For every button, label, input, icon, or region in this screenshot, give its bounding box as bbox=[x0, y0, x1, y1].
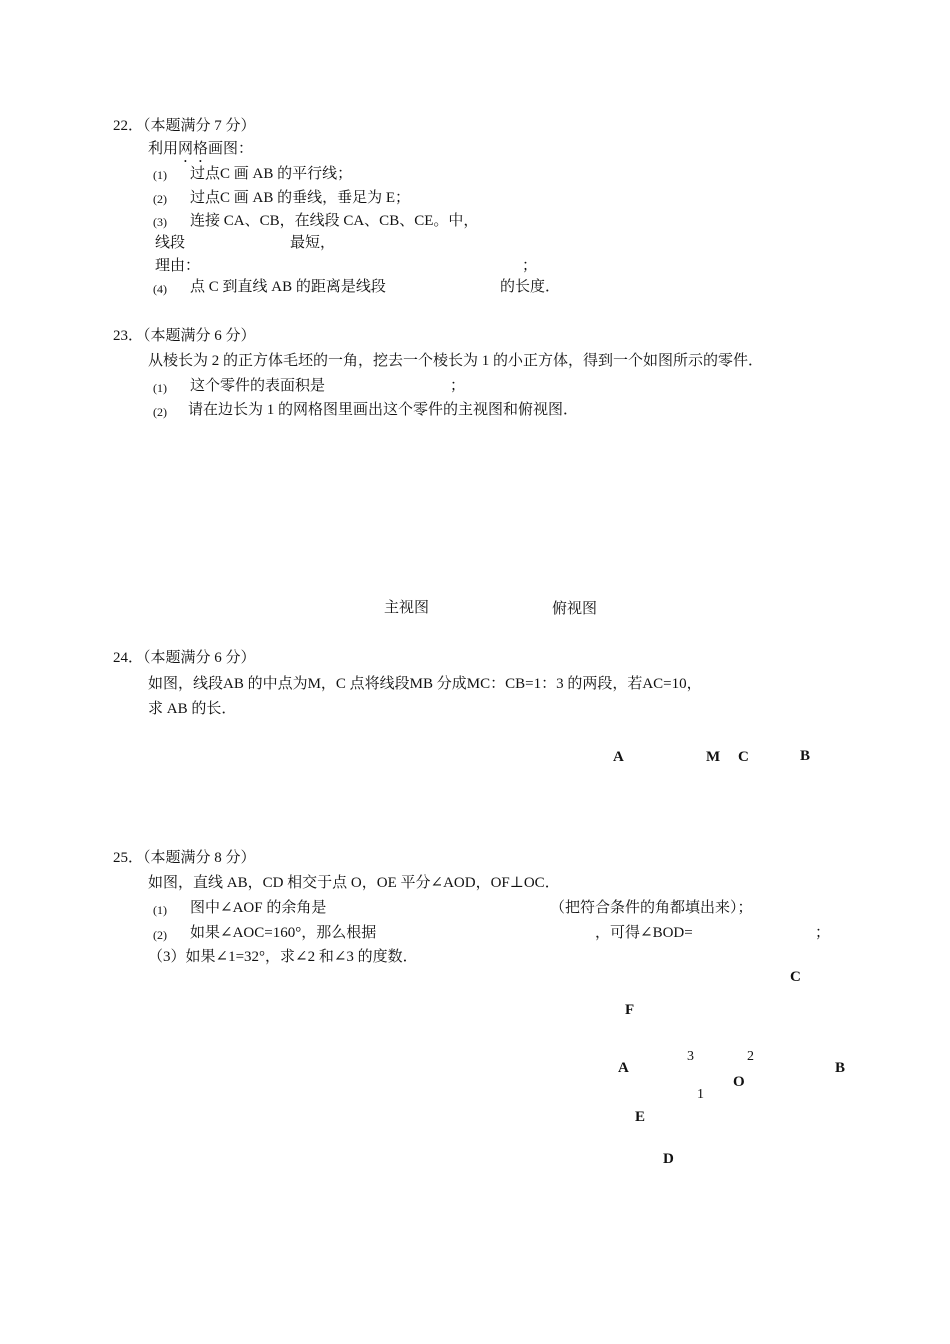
q22-intro-emphasis: 网格 bbox=[178, 141, 209, 157]
q25-point-o: O bbox=[733, 1074, 745, 1090]
q22-item3-reason-end: ； bbox=[522, 258, 538, 274]
q25-item2-number: (2) bbox=[153, 928, 167, 942]
q25-intro: 如图，直线 AB，CD 相交于点 O，OE 平分∠AOD，OF⊥OC． bbox=[148, 875, 560, 891]
q24-point-c: C bbox=[738, 749, 749, 765]
q25-point-b: B bbox=[835, 1060, 846, 1076]
q25-point-f: F bbox=[625, 1002, 635, 1018]
q22-intro bbox=[148, 139, 253, 166]
q24-heading: 24．（本题满分 6 分） bbox=[113, 650, 256, 666]
q22-item2: 过点C 画 AB 的垂线，垂足为 E； bbox=[190, 190, 411, 206]
q23-item1-end: ； bbox=[450, 378, 466, 394]
q22-heading: 22．（本题满分 7 分） bbox=[113, 118, 256, 134]
q25-point-d: D bbox=[663, 1151, 674, 1167]
q23-front-view-label: 主视图 bbox=[384, 600, 430, 616]
q23-item1: 这个零件的表面积是 bbox=[190, 378, 326, 394]
q23-top-view-label: 俯视图 bbox=[552, 601, 598, 617]
q25-item1: 图中∠AOF 的余角是 bbox=[190, 900, 327, 916]
q24-point-m: M bbox=[706, 749, 721, 765]
q23-item2: 请在边长为 1 的网格图里画出这个零件的主视图和俯视图． bbox=[188, 402, 579, 418]
q25-point-c: C bbox=[790, 969, 801, 985]
q25-angle-1: 1 bbox=[697, 1087, 704, 1102]
q25-item3: （3）如果∠1=32°，求∠2 和∠3 的度数． bbox=[148, 949, 418, 965]
q25-item2: 如果∠AOC=160°，那么根据 bbox=[190, 925, 377, 941]
q25-heading: 25．（本题满分 8 分） bbox=[113, 850, 256, 866]
q22-item2-number: (2) bbox=[153, 192, 167, 206]
q22-item3-number: (3) bbox=[153, 215, 167, 229]
q22-item3-shortest: 最短， bbox=[290, 235, 336, 251]
q22-item4-b: 的长度． bbox=[500, 279, 561, 295]
q25-item1-note: （把符合条件的角都填出来）； bbox=[550, 900, 753, 916]
q25-point-a: A bbox=[618, 1060, 629, 1076]
q24-line2: 求 AB 的长． bbox=[148, 701, 237, 717]
q22-item3-segment: 线段 bbox=[155, 235, 186, 251]
q22-item3-reason: 理由： bbox=[155, 258, 201, 274]
q25-angle-3: 3 bbox=[687, 1049, 694, 1064]
q22-item1-number: (1) bbox=[153, 168, 167, 182]
q22-item3: 连接 CA、CB，在线段 CA、CB、CE。中， bbox=[190, 213, 479, 229]
q25-item1-number: (1) bbox=[153, 903, 167, 917]
q22-item1: 过点C 画 AB 的平行线； bbox=[190, 166, 353, 182]
q22-intro-c: 画图： bbox=[208, 141, 254, 157]
q23-heading: 23．（本题满分 6 分） bbox=[113, 328, 256, 344]
q25-point-e: E bbox=[635, 1109, 646, 1125]
q22-intro-a: 利用 bbox=[148, 141, 179, 157]
q22-item4-number: (4) bbox=[153, 282, 167, 296]
q24-point-b: B bbox=[800, 748, 811, 764]
q23-item1-number: (1) bbox=[153, 381, 167, 395]
q23-intro: 从棱长为 2 的正方体毛坯的一角，挖去一个棱长为 1 的小正方体，得到一个如图所示的零件． bbox=[148, 353, 764, 369]
q22-item4-a: 点 C 到直线 AB 的距离是线段 bbox=[190, 279, 386, 295]
q23-item2-number: (2) bbox=[153, 405, 167, 419]
q24-line1: 如图，线段AB 的中点为M，C 点将线段MB 分成MC：CB=1：3 的两段，若AC=10， bbox=[148, 676, 702, 692]
q24-point-a: A bbox=[613, 749, 624, 765]
q25-angle-2: 2 bbox=[747, 1049, 754, 1064]
q25-item2-bod: ，可得∠BOD= bbox=[595, 925, 693, 941]
q25-item2-end: ； bbox=[815, 925, 831, 941]
